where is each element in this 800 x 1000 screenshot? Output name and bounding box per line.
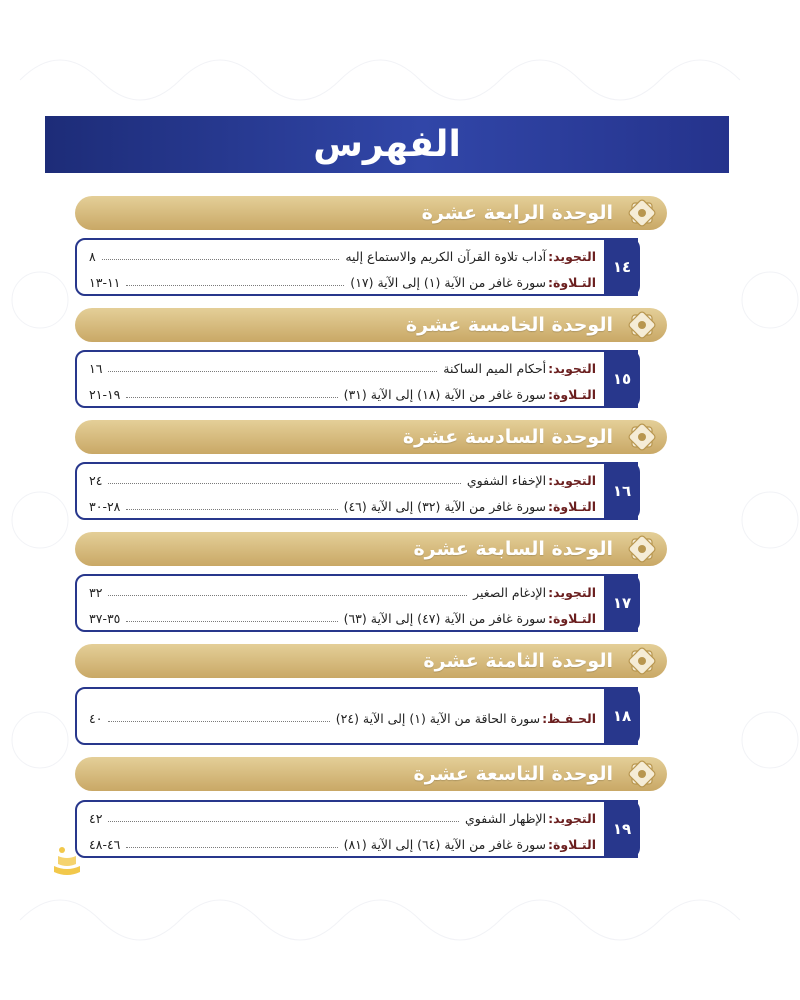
toc-row[interactable] [89,709,596,727]
lesson-number-tab: ١٥ [604,350,640,408]
lesson-number-tab: ١٧ [604,574,640,632]
dotted-leader [108,483,460,484]
row-label: التجويد: [548,472,596,488]
index-header-band [45,116,729,173]
unit-title: الوحدة الخامسة عشرة [405,314,613,336]
unit-banner-18 [75,644,667,678]
eight-point-flower-icon [623,194,661,232]
dotted-leader [126,847,337,848]
unit-banner-16 [75,420,667,454]
page-title: الفهرس [313,124,461,165]
dotted-leader [108,721,329,722]
dotted-leader [108,821,459,822]
row-text: الإدغام الصغير [473,584,547,600]
row-pages: ٣٢ [89,584,103,600]
dotted-leader [108,371,437,372]
unit-title: الوحدة التاسعة عشرة [413,763,613,785]
eight-point-flower-icon [623,642,661,680]
row-pages: ١٩-٢١ [89,386,121,402]
row-pages: ١٦ [89,360,103,376]
unit-banner-14 [75,196,667,230]
row-text: الإظهار الشفوي [465,810,547,826]
unit-banner-15 [75,308,667,342]
toc-row[interactable] [89,835,596,853]
toc-row[interactable] [89,609,596,627]
lesson-box-19 [75,800,638,858]
toc-row[interactable] [89,359,596,377]
row-label: التجويد: [548,810,596,826]
unit-title: الوحدة الرابعة عشرة [421,202,613,224]
toc-row[interactable] [89,247,596,265]
dotted-leader [126,509,337,510]
eight-point-flower-icon [623,306,661,344]
row-text: أحكام الميم الساكنة [443,360,547,376]
row-text: سورة غافر من الآية (١) إلى الآية (١٧) [350,274,546,290]
dotted-leader [126,621,337,622]
row-text: آداب تلاوة القرآن الكريم والاستماع إليه [345,248,547,264]
row-pages: ٤٢ [89,810,103,826]
row-label: التـلاوة: [548,386,596,402]
lesson-box-17 [75,574,638,632]
eight-point-flower-icon [623,530,661,568]
unit-title: الوحدة الثامنة عشرة [423,650,613,672]
row-text: سورة غافر من الآية (١٨) إلى الآية (٣١) [343,386,546,402]
lesson-box-16 [75,462,638,520]
lesson-number-tab: ١٤ [604,238,640,296]
toc-row[interactable] [89,809,596,827]
lesson-box-18 [75,687,638,745]
dotted-leader [108,595,467,596]
toc-row[interactable] [89,583,596,601]
row-pages: ٨ [89,248,96,264]
lesson-number-tab: ١٦ [604,462,640,520]
dotted-leader [102,259,340,260]
dotted-leader [126,397,337,398]
row-text: الإخفاء الشفوي [466,472,547,488]
dotted-leader [126,285,344,286]
row-label: التجويد: [548,360,596,376]
row-label: التـلاوة: [548,274,596,290]
toc-row[interactable] [89,385,596,403]
row-pages: ٢٤ [89,472,103,488]
row-pages: ٤٦-٤٨ [89,836,121,852]
row-label: التـلاوة: [548,498,596,514]
toc-row[interactable] [89,471,596,489]
eight-point-flower-icon [623,418,661,456]
unit-banner-17 [75,532,667,566]
row-label: التـلاوة: [548,610,596,626]
row-pages: ٣٥-٣٧ [89,610,121,626]
row-pages: ٢٨-٣٠ [89,498,121,514]
row-text: سورة الحاقة من الآية (١) إلى الآية (٢٤) [335,710,541,726]
row-text: سورة غافر من الآية (٦٤) إلى الآية (٨١) [343,836,546,852]
unit-banner-19 [75,757,667,791]
lesson-number-tab: ١٨ [604,687,640,745]
row-pages: ١١-١٣ [89,274,121,290]
unit-title: الوحدة السادسة عشرة [402,426,613,448]
row-label: التجويد: [548,248,596,264]
toc-row[interactable] [89,273,596,291]
lesson-box-14 [75,238,638,296]
row-label: التـلاوة: [548,836,596,852]
unit-title: الوحدة السابعة عشرة [413,538,613,560]
row-label: الحـفـظ: [542,710,596,726]
lesson-number-tab: ١٩ [604,800,640,858]
row-text: سورة غافر من الآية (٤٧) إلى الآية (٦٣) [343,610,546,626]
toc-row[interactable] [89,497,596,515]
row-text: سورة غافر من الآية (٣٢) إلى الآية (٤٦) [343,498,546,514]
row-label: التجويد: [548,584,596,600]
eight-point-flower-icon [623,755,661,793]
row-pages: ٤٠ [89,710,103,726]
lesson-box-15 [75,350,638,408]
publisher-logo-icon [48,842,86,880]
